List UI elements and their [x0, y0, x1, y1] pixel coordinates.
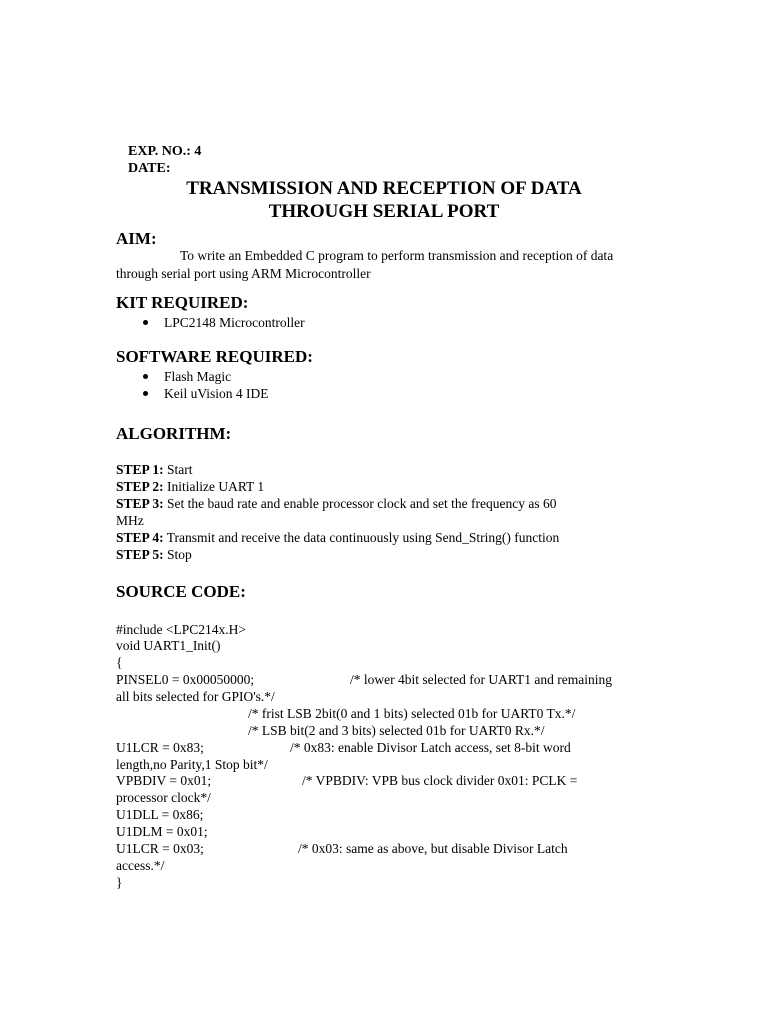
- step-text: MHz: [116, 513, 144, 528]
- step-label: STEP 3:: [116, 496, 164, 511]
- bullet-icon: [143, 320, 148, 325]
- code-line: void UART1_Init(): [116, 638, 221, 653]
- kit-item: LPC2148 Microcontroller: [164, 315, 305, 330]
- algorithm-step-continuation: [116, 512, 144, 529]
- code-line: U1LCR = 0x83;: [116, 740, 204, 755]
- code-line: }: [116, 875, 123, 890]
- algorithm-step: [116, 478, 264, 495]
- code-comment: processor clock*/: [116, 790, 211, 805]
- code-line: #include <LPC214x.H>: [116, 622, 246, 637]
- code-comment: /* lower 4bit selected for UART1 and remaining: [350, 672, 612, 687]
- aim-text-line-1: To write an Embedded C program to perform transmission and reception of data: [180, 248, 614, 263]
- code-line: PINSEL0 = 0x00050000;: [116, 672, 255, 687]
- software-heading: SOFTWARE REQUIRED:: [116, 347, 313, 366]
- software-item: Keil uVision 4 IDE: [164, 386, 269, 401]
- code-comment: length,no Parity,1 Stop bit*/: [116, 757, 268, 772]
- aim-heading: AIM:: [116, 229, 157, 248]
- algorithm-step: [116, 546, 192, 563]
- exp-number: EXP. NO.: 4: [128, 144, 202, 159]
- step-label: STEP 4:: [116, 530, 164, 545]
- code-comment: access.*/: [116, 858, 165, 873]
- step-text: Stop: [163, 547, 192, 562]
- step-label: STEP 1:: [116, 462, 164, 477]
- algorithm-heading: ALGORITHM:: [116, 424, 232, 443]
- bullet-icon: [143, 374, 148, 379]
- step-text: Transmit and receive the data continuously using Send_String() function: [163, 530, 560, 545]
- bullet-icon: [143, 391, 148, 396]
- code-line: U1DLL = 0x86;: [116, 807, 204, 822]
- aim-text-line-2: through serial port using ARM Microcontroller: [116, 266, 371, 281]
- kit-heading: KIT REQUIRED:: [116, 293, 249, 312]
- step-text: Initialize UART 1: [163, 479, 265, 494]
- algorithm-step: [116, 461, 193, 478]
- step-text: Start: [163, 462, 193, 477]
- code-comment: /* 0x03: same as above, but disable Divisor Latch: [298, 841, 568, 856]
- title-line-1: TRANSMISSION AND RECEPTION OF DATA: [186, 178, 582, 199]
- software-item: Flash Magic: [164, 369, 232, 384]
- code-line: VPBDIV = 0x01;: [116, 773, 212, 788]
- step-label: STEP 2:: [116, 479, 164, 494]
- title-line-2: THROUGH SERIAL PORT: [268, 201, 500, 222]
- code-line: U1LCR = 0x03;: [116, 841, 204, 856]
- code-comment: /* VPBDIV: VPB bus clock divider 0x01: PCLK =: [302, 773, 578, 788]
- code-comment: all bits selected for GPIO's.*/: [116, 689, 275, 704]
- source-code-heading: SOURCE CODE:: [116, 582, 246, 601]
- step-text: Set the baud rate and enable processor clock and set the frequency as 60: [163, 496, 557, 511]
- code-comment: /* 0x83: enable Divisor Latch access, set 8-bit word: [290, 740, 571, 755]
- step-label: STEP 5:: [116, 547, 164, 562]
- date-label: DATE:: [128, 161, 171, 176]
- code-line: U1DLM = 0x01;: [116, 824, 208, 839]
- code-comment: /* frist LSB 2bit(0 and 1 bits) selected 01b for UART0 Tx.*/: [248, 706, 576, 721]
- code-line: {: [116, 655, 123, 670]
- code-comment: /* LSB bit(2 and 3 bits) selected 01b for UART0 Rx.*/: [248, 723, 545, 738]
- algorithm-step: [116, 529, 559, 546]
- algorithm-step: [116, 495, 557, 512]
